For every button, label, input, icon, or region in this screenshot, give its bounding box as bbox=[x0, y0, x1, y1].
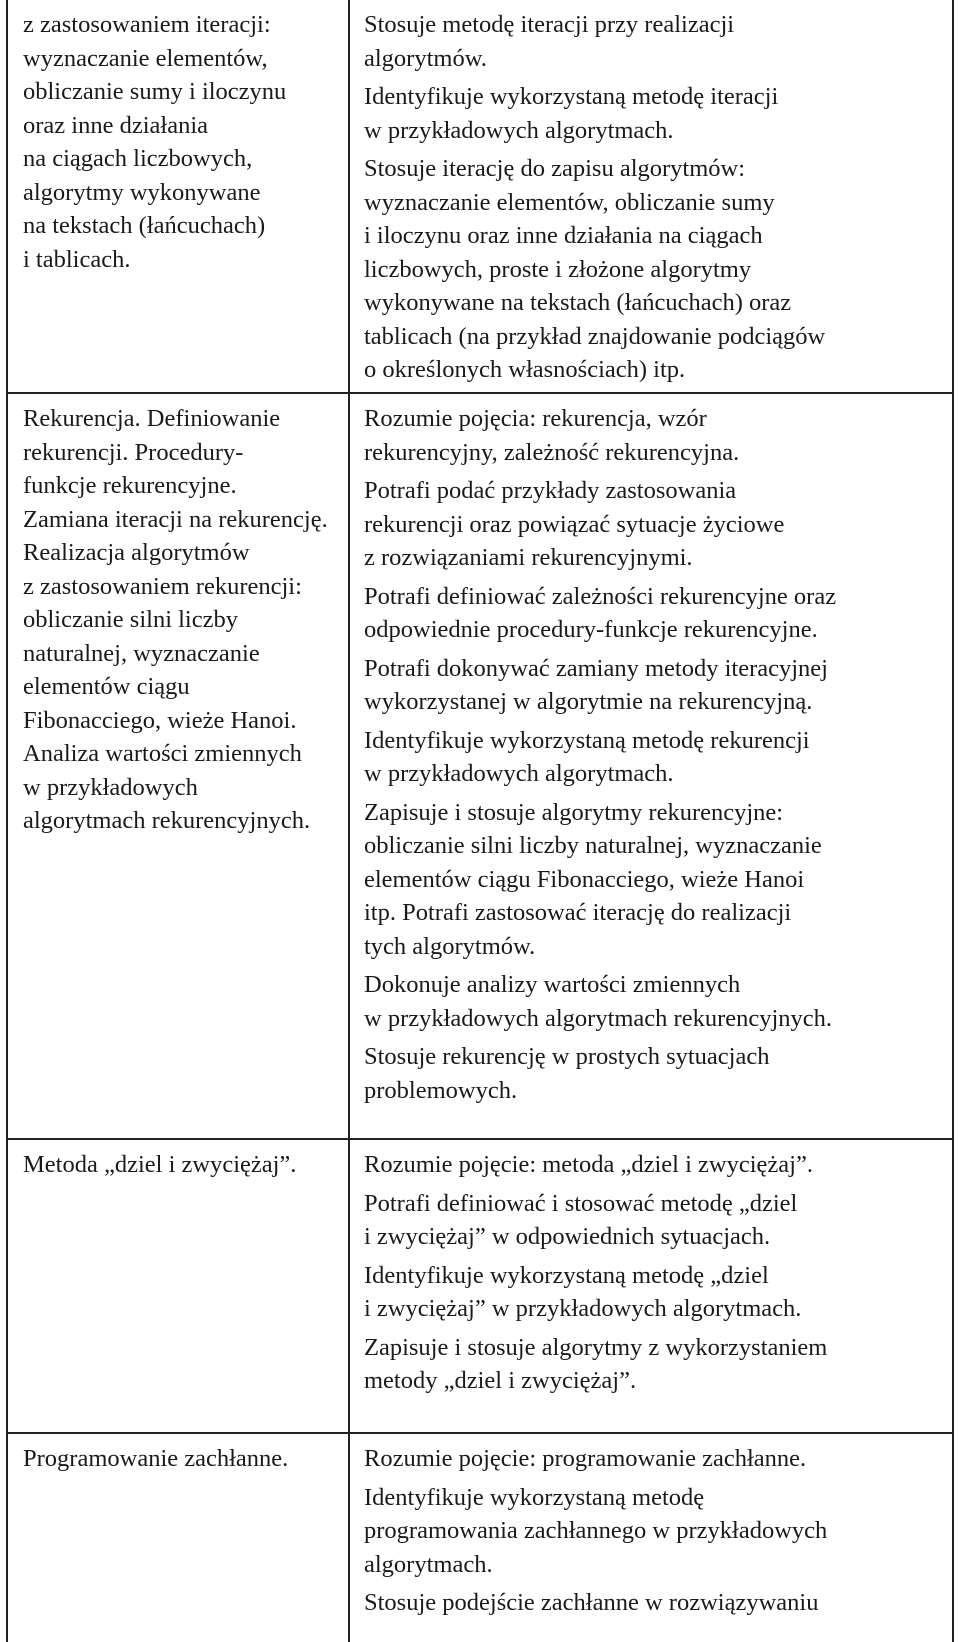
requirements-cell bbox=[349, 393, 953, 1139]
table-row bbox=[7, 393, 953, 1139]
table-row bbox=[7, 1433, 953, 1642]
topic-cell bbox=[7, 1433, 349, 1642]
requirement-item: Potrafi definiować i stosować metodę „dziel i zwyciężaj” w odpowiednich sytuacjach. bbox=[364, 1189, 798, 1250]
requirement-item: Stosuje rekurencję w prostych sytuacjach problemowych. bbox=[364, 1043, 770, 1104]
topic-text: Rekurencja. Definiowanie rekurencji. Procedury- funkcje rekurencyjne. Zamiana iteracji na rekurencję. Realizacja algorytmów z zastosowaniem rekurencji: obliczanie silni liczby naturalnej, wyznaczanie elementów ciągu Fibonacciego, wieże Hanoi. Analiza wartości zmiennych w przykładowych algorytmach rekurencyjnych. bbox=[23, 405, 328, 834]
topic-text: z zastosowaniem iteracji: wyznaczanie elementów, obliczanie sumy i iloczynu oraz inne działania na ciągach liczbowych, algorytmy wykonywane na tekstach (łańcuchach) i tablicach. bbox=[23, 11, 287, 273]
topic-cell bbox=[7, 0, 349, 393]
table-row bbox=[7, 1139, 953, 1433]
requirement-item: Potrafi definiować zależności rekurencyjne oraz odpowiednie procedury-funkcje rekurencyjne. bbox=[364, 582, 837, 643]
requirements-cell bbox=[349, 1433, 953, 1642]
requirement-item: Potrafi podać przykłady zastosowania rekurencji oraz powiązać sytuacje życiowe z rozwiązaniami rekurencyjnymi. bbox=[364, 477, 785, 571]
requirement-item: Rozumie pojęcie: programowanie zachłanne. bbox=[364, 1445, 807, 1472]
requirements-cell bbox=[349, 1139, 953, 1433]
requirement-item: Potrafi dokonywać zamiany metody iteracyjnej wykorzystanej w algorytmie na rekurencyjną. bbox=[364, 654, 828, 715]
requirement-item: Dokonuje analizy wartości zmiennych w przykładowych algorytmach rekurencyjnych. bbox=[364, 971, 833, 1032]
requirement-item: Stosuje iterację do zapisu algorytmów: wyznaczanie elementów, obliczanie sumy i iloczynu oraz inne działania na ciągach liczbowych, proste i złożone algorytmy wykonywane na tekstach (łańcuchach) oraz tablicach (na przykład znajdowanie podciągów o określonych własnościach) itp. bbox=[364, 155, 826, 383]
requirement-item: Zapisuje i stosuje algorytmy z wykorzystaniem metody „dziel i zwyciężaj”. bbox=[364, 1333, 828, 1394]
requirement-item: Identyfikuje wykorzystaną metodę „dziel i zwyciężaj” w przykładowych algorytmach. bbox=[364, 1261, 802, 1322]
requirement-item: Zapisuje i stosuje algorytmy rekurencyjne: obliczanie silni liczby naturalnej, wyznaczanie elementów ciągu Fibonacciego, wieże Hanoi itp. Potrafi zastosować iterację do realizacji tych algorytmów. bbox=[364, 798, 822, 960]
requirement-item: Rozumie pojęcia: rekurencja, wzór rekurencyjny, zależność rekurencyjna. bbox=[364, 405, 740, 466]
table-row bbox=[7, 0, 953, 393]
requirement-item: Rozumie pojęcie: metoda „dziel i zwyciężaj”. bbox=[364, 1151, 813, 1178]
topic-text: Metoda „dziel i zwyciężaj”. bbox=[23, 1151, 297, 1178]
curriculum-table bbox=[6, 0, 954, 1642]
topic-cell bbox=[7, 1139, 349, 1433]
requirement-item: Stosuje podejście zachłanne w rozwiązywaniu bbox=[364, 1589, 819, 1616]
requirement-item: Stosuje metodę iteracji przy realizacji algorytmów. bbox=[364, 11, 735, 72]
topic-text: Programowanie zachłanne. bbox=[23, 1445, 289, 1472]
requirements-cell bbox=[349, 0, 953, 393]
requirement-item: Identyfikuje wykorzystaną metodę iteracji w przykładowych algorytmach. bbox=[364, 83, 779, 144]
requirement-item: Identyfikuje wykorzystaną metodę programowania zachłannego w przykładowych algorytmach. bbox=[364, 1483, 828, 1578]
topic-cell bbox=[7, 393, 349, 1139]
requirement-item: Identyfikuje wykorzystaną metodę rekurencji w przykładowych algorytmach. bbox=[364, 726, 810, 787]
